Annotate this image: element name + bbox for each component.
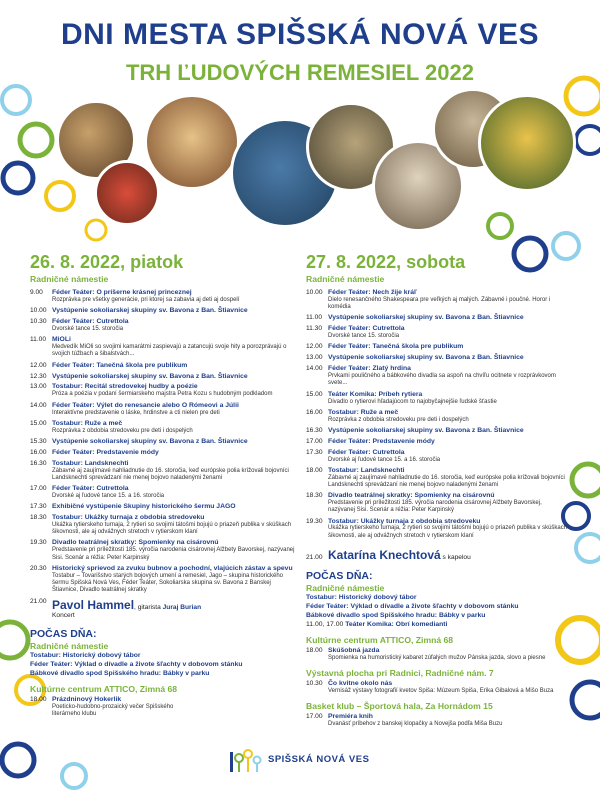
event-row xyxy=(30,420,298,435)
event-title: Tostabur: Ukážky turnaja z obdobia stredoveku xyxy=(328,517,481,525)
event-time: 17.00 xyxy=(306,437,323,445)
event-title: Féder Teáter: Výlet do renesancie alebo O Rómeovi a Júlii xyxy=(52,401,239,409)
finale-row xyxy=(306,548,568,562)
schedule-saturday xyxy=(306,252,568,731)
event-time: 9.00 xyxy=(30,289,43,297)
event-title: Féder Teáter: Predstavenie módy xyxy=(328,437,435,445)
event-row xyxy=(30,362,298,370)
event-time: 16.00 xyxy=(30,448,47,456)
event-title: Vystúpenie sokoliarskej skupiny sv. Bavona z Ban. Štiavnice xyxy=(52,307,248,315)
event-time: 14.00 xyxy=(30,401,47,409)
event-time: 15.30 xyxy=(30,437,47,445)
event-row xyxy=(306,314,568,322)
performer-rest: s kapelou xyxy=(440,553,471,561)
event-title: Tostabur: Recitál stredovekej hudby a poézie xyxy=(52,383,198,391)
event-desc: Zábavné aj zaujímavé nahliadnutie do 16. storočia, keď európske polia krížovali bojovníci Landsknechti sprevádzaní nie menej bojovo naladenými ženami xyxy=(328,474,565,489)
event-desc: Interaktívne predstavenie o láske, hrdinstve a cti nielen pre deti xyxy=(52,409,220,416)
during-line: Tostabur: Historický dobový tábor xyxy=(306,594,417,602)
during-line: Bábkové divadlo spod Spišského hradu: Bábky v parku xyxy=(30,670,210,678)
event-desc: Rozprávka z obdobia stredoveku pre deti i dospelých xyxy=(52,427,193,434)
event-title: Tostabur: Ukážky turnaja z obdobia stredoveku xyxy=(52,514,205,522)
event-title: Féder Teáter: Tanečná škola pre publikum xyxy=(328,343,464,351)
during-day-heading: POČAS DŇA: xyxy=(30,627,97,640)
event-row xyxy=(306,325,568,340)
during-venue: Radničné námestie xyxy=(30,641,109,652)
event-desc: Spomienka na humoristický kabaret zúfalých mužov Pánska jazda, slovo a piesne xyxy=(328,654,546,661)
event-time: 11.00 xyxy=(30,336,47,344)
event-row xyxy=(30,289,298,304)
event-row xyxy=(306,438,568,446)
event-row xyxy=(30,460,298,482)
event-row xyxy=(306,680,568,695)
event-time: 12.00 xyxy=(306,343,323,351)
event-row xyxy=(30,565,298,595)
event-desc: Rozprávka z obdobia stredoveku pre deti i dospelých xyxy=(328,416,469,423)
event-time: 17.00 xyxy=(306,713,323,721)
event-row xyxy=(306,409,568,424)
during-line-komika xyxy=(306,621,568,629)
event-time: 18.00 xyxy=(306,466,323,474)
event-row xyxy=(30,402,298,417)
event-desc: Dvorské aj ľudové tance 15. a 16. storočia xyxy=(328,456,441,463)
event-title: Prázdninový Hokerlik xyxy=(52,696,122,704)
event-time: 18.00 xyxy=(306,647,323,654)
event-time: 10.30 xyxy=(30,318,47,326)
event-title: Féder Teáter: Cutrettola xyxy=(52,485,129,493)
photo-puppets xyxy=(94,160,160,226)
event-row xyxy=(306,354,568,362)
during-line: Féder Teáter: Výklad o dívadle a živote šľachty v dobovom stánku xyxy=(306,603,519,611)
attico-venue: Kultúrne centrum ATTICO, Zimná 68 xyxy=(30,684,178,695)
event-title: Féder Teáter: Predstavenie módy xyxy=(52,448,159,456)
photo-collage xyxy=(44,88,584,238)
event-title: Tostabur: Ruže a meč xyxy=(52,419,123,427)
event-row xyxy=(30,514,298,536)
event-desc: Vernisáž výstavy fotografií kvetov Spiša: Múzeum Spiša, Erika Gibalová a Mišo Buza xyxy=(328,688,554,695)
event-time: 10.30 xyxy=(306,680,323,688)
event-row xyxy=(306,467,568,489)
event-title: Féder Teáter: Nech žije kráľ xyxy=(328,289,417,297)
performer-name: Katarína Knechtová xyxy=(328,547,441,562)
finale-row xyxy=(30,598,298,620)
event-title: Tostabur: Landsknechti xyxy=(328,466,405,474)
attico-venue: Kultúrne centrum ATTICO, Zimná 68 xyxy=(306,634,454,645)
event-desc: Predstavenie pri príležitosti 185. výročia narodenia cisárovnej Alžbety Bavorskej, nazývanej Sisi. Scenár a réžia: Peter Karpinský xyxy=(328,500,542,514)
event-title: Divadlo teatrálnej skratky: Spomienky na cisárovnú xyxy=(328,492,495,500)
event-desc: Ukážka rytierskeho turnaja, 2 rytieri so svojimi tátošmi bojujú o priazeň publika v skúškach šikovnosti, ale aj odvážnych stretoch v rytierskom klaní xyxy=(52,522,292,536)
event-title: Vystúpenie sokoliarskej skupiny sv. Bavona z Ban. Štiavnice xyxy=(328,426,524,434)
finale-note: Koncert xyxy=(52,612,75,620)
schedule-friday xyxy=(30,252,298,721)
event-row xyxy=(306,289,568,311)
event-row xyxy=(30,373,298,381)
event-row xyxy=(306,492,568,514)
event-time: 15.00 xyxy=(306,390,323,398)
event-title: Tostabur: Ruže a meč xyxy=(328,408,399,416)
event-time: 11.30 xyxy=(306,325,323,333)
during-line: Bábkové divadlo spod Spišského hradu: Bábky v parku xyxy=(306,612,486,620)
event-time: 17.00 xyxy=(30,485,47,493)
event-row xyxy=(30,307,298,315)
page-title: DNI MESTA SPIŠSKÁ NOVÁ VES xyxy=(60,18,540,51)
page-subtitle: TRH ĽUDOVÝCH REMESIEL 2022 xyxy=(125,60,474,85)
event-title: Premiéra knih xyxy=(328,713,373,721)
event-title: Vystúpenie sokoliarskej skupiny sv. Bavona z Ban. Štiavnice xyxy=(52,437,248,445)
event-row xyxy=(30,336,298,358)
event-desc: Prvkami pouličného a bábkového divadla sa aspoň na chvíľu ocitnete v rozprávkovom svete... xyxy=(328,373,556,387)
event-row xyxy=(30,503,298,511)
event-desc: Divadlo o rytierovi hľadajúcom to najobyčajnejšie ľudské šťastie xyxy=(328,398,497,405)
event-desc: Ukážka rytierskeho turnaja, 2 rytieri so svojimi tátošmi bojujú o priazeň publika v skúškach šikovnosti, ale aj odvážnych stretoch v rytierskom klaní xyxy=(328,525,568,539)
event-row xyxy=(30,449,298,457)
event-title: Vystúpenie sokoliarskej skupiny sv. Bavona z Ban. Štiavnice xyxy=(328,314,524,322)
event-desc: Próza a poézia v podaní šermiarskeho majstra Petra Kozu s hudobným podkladom xyxy=(52,391,273,398)
event-time: 17.30 xyxy=(30,503,47,511)
event-desc: Dielo renesančného Shakespeara pre veľkých aj malých. Zábavné i poučné. Horor i komédia xyxy=(328,297,551,311)
event-time: 11.00, 17.00 xyxy=(306,621,344,629)
event-time: 12.30 xyxy=(30,372,47,380)
event-desc: Dvorské tance 15. storočia xyxy=(52,326,124,333)
event-time: 19.30 xyxy=(306,517,323,525)
city-logo-text: SPIŠSKÁ NOVÁ VES xyxy=(268,753,370,765)
event-title: Tostabur: Landsknechti xyxy=(52,459,129,467)
event-time: 18.30 xyxy=(306,492,323,500)
event-row xyxy=(30,539,298,561)
event-row xyxy=(306,449,568,464)
event-title: Čo kvitne okolo nás xyxy=(328,680,393,688)
event-time: 16.00 xyxy=(306,408,323,416)
venue-heading: Radničné námestie xyxy=(30,274,109,285)
event-row xyxy=(306,518,568,540)
event-title: Féder Teáter: Zlatý hrdina xyxy=(328,365,411,373)
event-title: Historický sprievod za zvuku bubnov a pochodní, vlajúcich zástav a spevu xyxy=(52,564,293,572)
event-time: 17.30 xyxy=(306,448,323,456)
event-time: 18.30 xyxy=(30,514,47,522)
event-title: Teáter Komika: Príbeh rytiera xyxy=(328,390,423,398)
event-desc: Dvanásť príbehov z banskej klopačky a Novejša podľa Miša Buzu xyxy=(328,721,503,728)
event-time: 19.30 xyxy=(30,539,47,547)
event-time: 21.00 xyxy=(306,553,323,561)
event-title: Féder Teáter: Cutrettola xyxy=(52,318,129,326)
event-row xyxy=(30,438,298,446)
event-title: Féder Teáter: Cutrettola xyxy=(328,325,405,333)
event-row xyxy=(306,343,568,351)
event-desc: Rozprávka pre všetky generácie, pri ktorej sa zabavia aj deti aj dospelí xyxy=(52,297,240,304)
plocha-venue: Výstavná plocha pri Radnici, Radničné nám. 7 xyxy=(306,668,494,679)
event-desc: Dvorské aj ľudové tance 15. a 16. storočia xyxy=(52,492,165,499)
during-line: Tostabur: Historický dobový tábor xyxy=(30,652,141,660)
day-heading: 26. 8. 2022, piatok xyxy=(30,252,184,272)
event-desc: Dvorské tance 15. storočia xyxy=(328,333,400,340)
during-day-heading: POČAS DŇA: xyxy=(306,569,373,582)
event-row xyxy=(306,391,568,406)
event-time: 18.00 xyxy=(30,696,47,704)
guest-name: Juraj Burian xyxy=(162,604,202,612)
event-title: MiOLi xyxy=(52,336,71,344)
performer-name: Pavol Hammel xyxy=(52,598,135,613)
event-time: 10.00 xyxy=(306,289,323,297)
event-row xyxy=(30,696,298,718)
event-title: Féder Teáter: Cutrettola xyxy=(328,448,405,456)
event-desc: Poeticko-hudobno-prozaický večer Spišského literárneho klubu xyxy=(52,704,174,718)
event-title: Féder Teáter: O príšerne krásnej princeznej xyxy=(52,289,192,297)
event-title: Divadlo teatrálnej skratky: Spomienky na cisárovnú xyxy=(52,539,219,547)
event-desc: Predstavenie pri príležitosti 185. výročia narodenia cisárovnej Alžbety Bavorskej, nazývanej Sisi. Scenár a réžia: Peter Karpinský xyxy=(52,547,295,561)
city-logo xyxy=(228,744,369,774)
event-row xyxy=(30,485,298,500)
event-time: 20.30 xyxy=(30,564,47,572)
event-title: Féder Teáter: Tanečná škola pre publikum xyxy=(52,361,188,369)
event-row xyxy=(306,647,568,662)
day-heading: 27. 8. 2022, sobota xyxy=(306,252,466,272)
event-title: Exhibičné vystúpenie Skupiny historického šermu JAGO xyxy=(52,503,236,511)
basket-venue: Basket klub – Športová hala, Za Hornádom 15 xyxy=(306,701,493,712)
event-time: 16.30 xyxy=(30,459,47,467)
event-row xyxy=(306,427,568,435)
event-time: 11.00 xyxy=(306,314,323,322)
event-row xyxy=(30,383,298,398)
event-row xyxy=(30,318,298,333)
event-title: Vystúpenie sokoliarskej skupiny sv. Bavona z Ban. Štiavnice xyxy=(328,354,524,362)
event-title: Teáter Komika: Obrí komedianti xyxy=(345,621,448,629)
event-time: 13.00 xyxy=(306,354,323,362)
event-title: Vystúpenie sokoliarskej skupiny sv. Bavona z Ban. Štiavnice xyxy=(52,372,248,380)
event-time: 10.00 xyxy=(30,307,47,315)
event-row xyxy=(306,713,568,728)
during-line: Féder Teáter: Výklad o dívadle a živote šľachty v dobovom stánku xyxy=(30,661,243,669)
event-time: 12.00 xyxy=(30,361,47,369)
event-time: 16.30 xyxy=(306,426,323,434)
event-time: 13.00 xyxy=(30,383,47,391)
during-venue: Radničné námestie xyxy=(306,583,385,594)
venue-heading: Radničné námestie xyxy=(306,274,385,285)
event-row xyxy=(306,365,568,387)
event-desc: Zábavné aj zaujímavé nahliadnutie do 16. storočia, keď európske polia krížovali bojovníci Landsknechti sprevádzaní nie menej bojovo naladenými ženami xyxy=(52,467,289,481)
performer-rest: , gitarista xyxy=(134,604,163,612)
event-time: 14.00 xyxy=(306,365,323,373)
event-title: Skúšobná jazda xyxy=(328,647,380,654)
photo-drummer xyxy=(144,94,240,190)
event-time: 15.00 xyxy=(30,419,47,427)
city-logo-icon xyxy=(228,744,262,774)
event-time: 21.00 xyxy=(30,598,47,606)
photo-knight xyxy=(478,94,576,192)
event-desc: Medvedík MiOli so svojimi kamarátmi zaspievajú a zatancujú svoje hity a porozprávajú o svojich túžbach a šibalstvách... xyxy=(52,344,287,358)
event-desc: Tostabur – Tovarišstvo starých bojových umení a remesiel, Jago – skupina historického šermu Spišská Nová Ves, Féder Teáter, Sokoliarska skupina sv. Bavona z Banskej Štiavnice, Divadlo teatrálnej skratky xyxy=(52,572,284,594)
